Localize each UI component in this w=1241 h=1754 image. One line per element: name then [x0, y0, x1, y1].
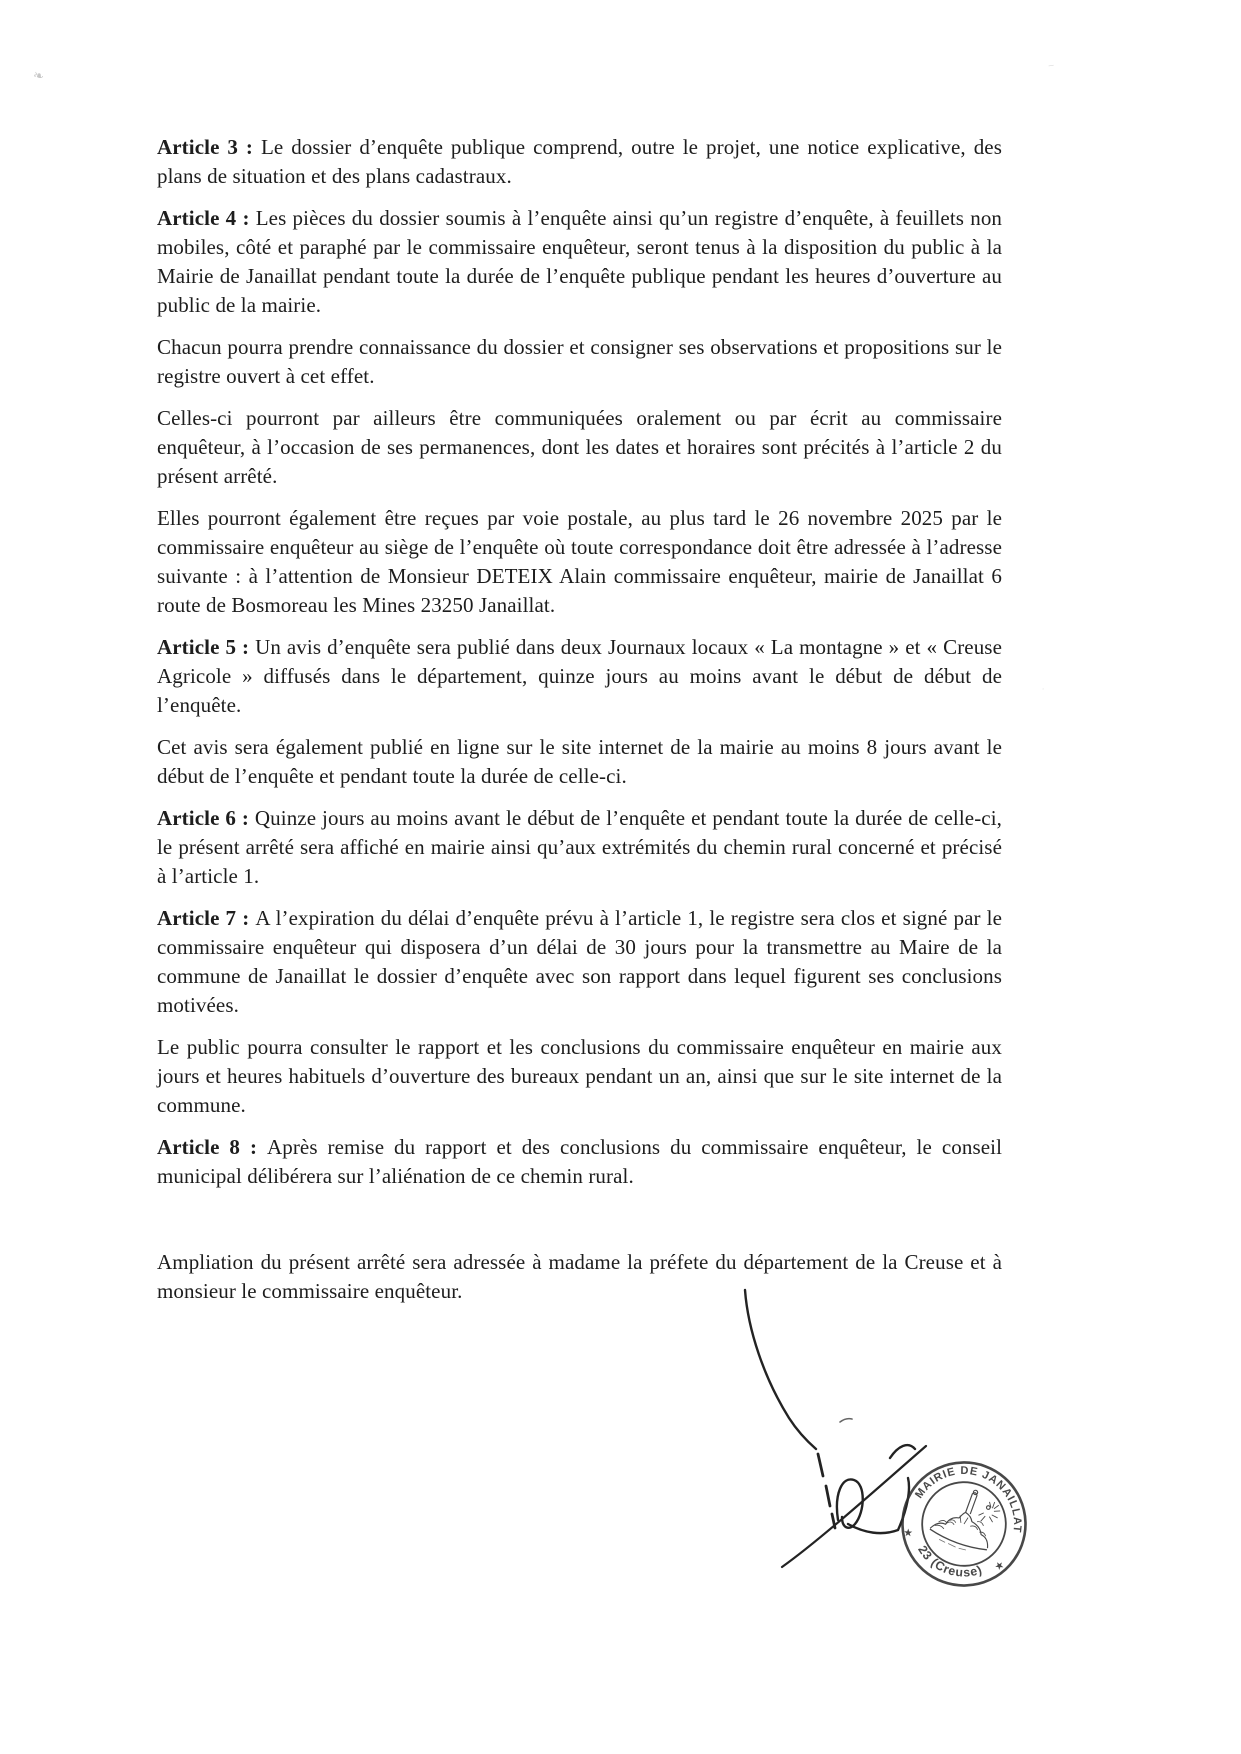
stamp-star-right-icon: ★ [991, 1558, 1007, 1574]
article-label: Article 8 : [157, 1135, 267, 1159]
stamp-star-left-icon: ★ [903, 1526, 914, 1540]
scan-artifact-right-dot: · [1042, 684, 1045, 694]
paragraph-text: Celles-ci pourront par ailleurs être communiquées oralement ou par écrit au commissaire enquêteur, à l’occasion de ses permanences, dont les dates et horaires sont précités à l’article 2 du présent arrêté. [157, 406, 1002, 488]
paragraph-text: Cet avis sera également publié en ligne sur le site internet de la mairie au moins 8 jours avant le début de l’enquête et pendant toute la durée de celle-ci. [157, 735, 1002, 788]
stamp-bottom-text: 23 (Creuse) [915, 1543, 985, 1580]
article-label: Article 6 : [157, 806, 255, 830]
article-label: Article 5 : [157, 635, 256, 659]
municipal-stamp [882, 1442, 1046, 1606]
paragraph [157, 133, 1002, 191]
paragraph-text: A l’expiration du délai d’enquête prévu à l’article 1, le registre sera clos et signé par le commissaire enquêteur qui disposera d’un délai de 30 jours pour la transmettre au Maire de la commune de Janaillat le dossier d’enquête avec son rapport dans lequel figurent ses conclusions motivées. [157, 906, 1003, 1017]
paragraph-text: Ampliation du présent arrêté sera adressée à madame la préfete du département de la Creuse et à monsieur le commissaire enquêteur. [157, 1250, 1002, 1303]
paragraph [157, 504, 1002, 620]
article-label: Article 7 : [157, 906, 256, 930]
stamp-top-text: MAIRIE DE JANAILLAT [913, 1464, 1024, 1534]
paragraph [157, 1033, 1002, 1120]
paragraph-text: Le public pourra consulter le rapport et les conclusions du commissaire enquêteur en mairie aux jours et heures habituels d’ouverture des bureaux pendant un an, ainsi que sur le site internet de la commune. [157, 1035, 1002, 1117]
paragraph-text: Quinze jours au moins avant le début de l’enquête et pendant toute la durée de celle-ci, le présent arrêté sera affiché en mairie ainsi qu’aux extrémités du chemin rural concerné et précisé à l’article 1. [157, 806, 1002, 888]
article-label: Article 4 : [157, 206, 256, 230]
article-label: Article 3 : [157, 135, 261, 159]
paragraph [157, 1248, 1002, 1306]
paragraph-text: Après remise du rapport et des conclusions du commissaire enquêteur, le conseil municipal délibérera sur l’aliénation de ce chemin rural. [157, 1135, 1003, 1188]
scan-artifact-top-left: ❧ [31, 66, 46, 85]
document-body [157, 133, 1002, 1319]
paragraph [157, 333, 1002, 391]
paragraph [157, 204, 1002, 320]
paragraph [157, 633, 1002, 720]
paragraph [157, 904, 1002, 1020]
paragraph-text: Chacun pourra prendre connaissance du dossier et consigner ses observations et propositions sur le registre ouvert à cet effet. [157, 335, 1002, 388]
paragraph [157, 733, 1002, 791]
paragraph-text: Elles pourront également être reçues par voie postale, au plus tard le 26 novembre 2025 par le commissaire enquêteur au siège de l’enquête où toute correspondance doit être adressée à l’adresse suivante : à l’attention de Monsieur DETEIX Alain commissaire enquêteur, mairie de Janaillat 6 route de Bosmoreau les Mines 23250 Janaillat. [157, 506, 1002, 617]
paragraph [157, 804, 1002, 891]
paragraph-text: Le dossier d’enquête publique comprend, outre le projet, une notice explicative, des plans de situation et des plans cadastraux. [157, 135, 1002, 188]
paragraph [157, 404, 1002, 491]
stamp-graphic [882, 1442, 1046, 1606]
paragraph-text: Un avis d’enquête sera publié dans deux Journaux locaux « La montagne » et « Creuse Agricole » diffusés dans le département, quinze jours au moins avant le début de début de l’enquête. [157, 635, 1002, 717]
scan-artifact-top-right: ⁻ [1046, 59, 1056, 76]
paragraph-text: Les pièces du dossier soumis à l’enquête ainsi qu’un registre d’enquête, à feuillets non mobiles, côté et paraphé par le commissaire enquêteur, seront tenus à la disposition du public à la Mairie de Janaillat pendant toute la durée de l’enquête publique pendant les heures d’ouverture au public de la mairie. [157, 206, 1003, 317]
paragraph [157, 1133, 1002, 1191]
